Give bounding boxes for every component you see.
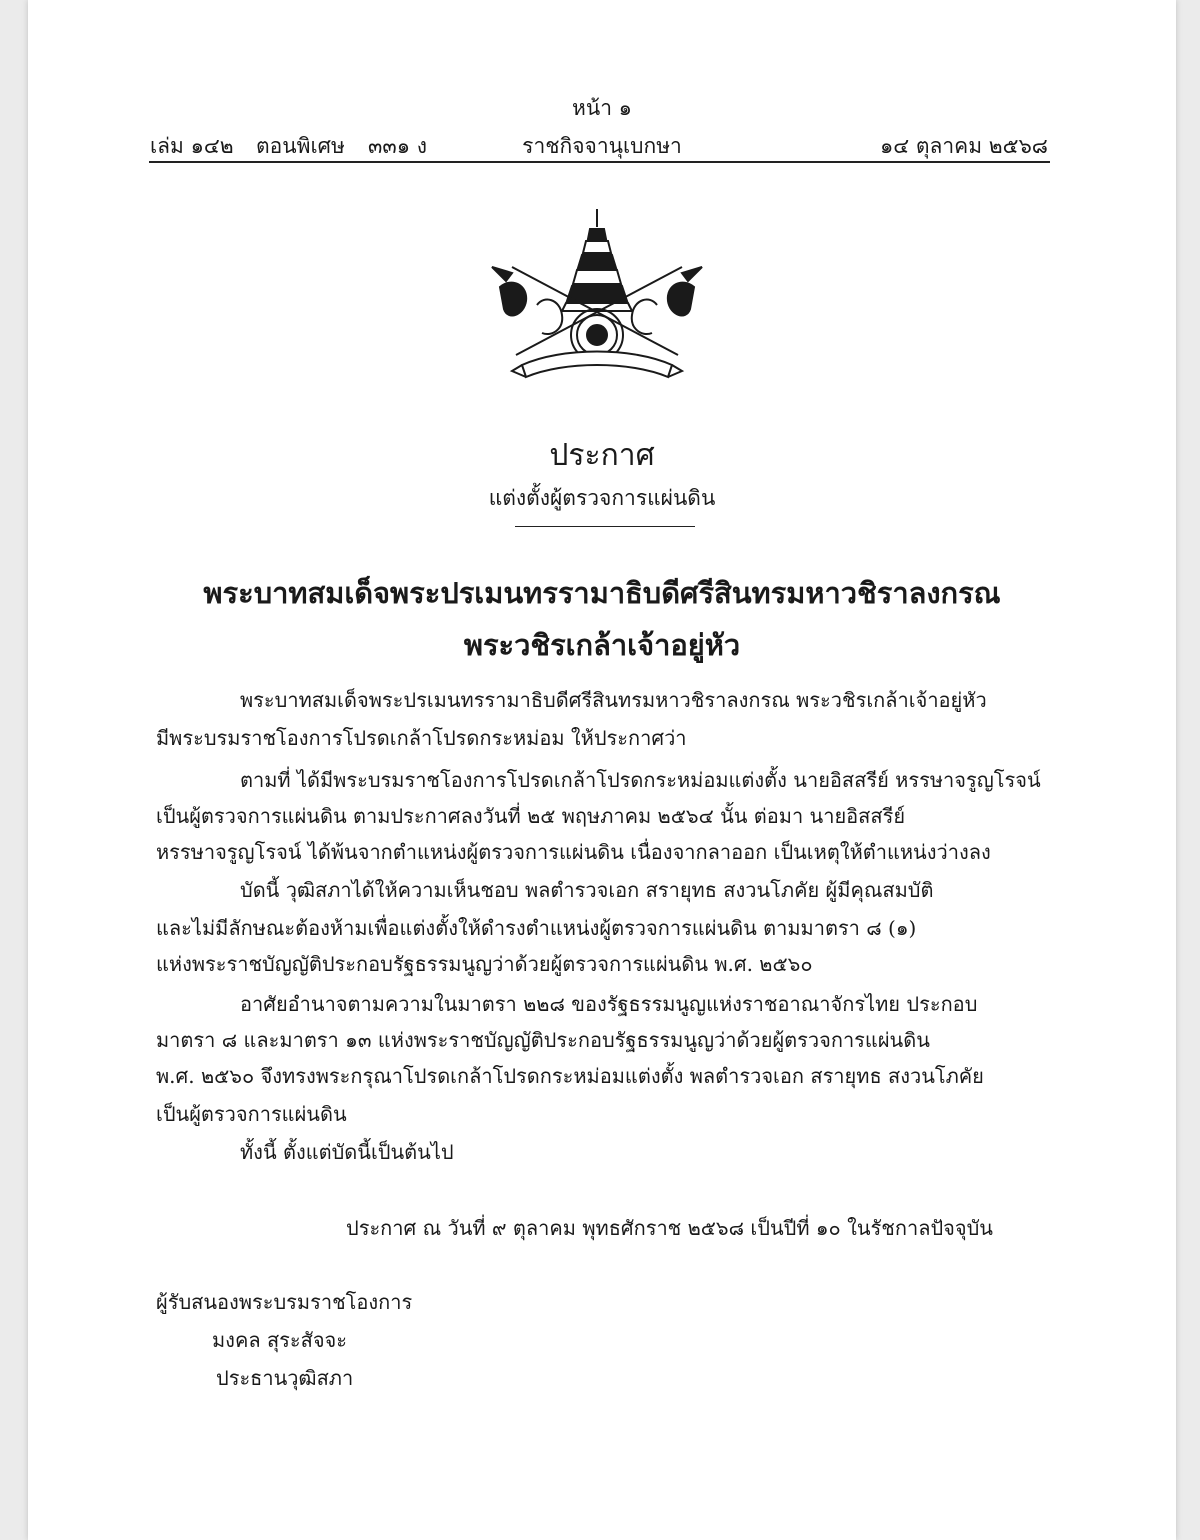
volume-number: เล่ม ๑๔๒ <box>150 134 234 158</box>
signatory-name: มงคล สุระสัจจะ <box>212 1328 348 1352</box>
gazette-page <box>28 0 1176 1540</box>
body-line: มีพระบรมราชโองการโปรดเกล้าโปรดกระหม่อม ให้ประกาศว่า <box>156 726 687 750</box>
header-rule <box>149 161 1050 163</box>
publication-name: ราชกิจจานุเบกษา <box>522 134 682 158</box>
countersign-label: ผู้รับสนองพระบรมราชโองการ <box>156 1290 413 1314</box>
body-line: พ.ศ. ๒๕๖๐ จึงทรงพระกรุณาโปรดเกล้าโปรดกระหม่อมแต่งตั้ง พลตำรวจเอก สรายุทธ สงวนโภคัย <box>156 1064 984 1088</box>
body-line: เป็นผู้ตรวจการแผ่นดิน <box>156 1102 347 1126</box>
body-line: ทั้งนี้ ตั้งแต่บัดนี้เป็นต้นไป <box>240 1140 454 1164</box>
body-line: หรรษาจรูญโรจน์ ได้พ้นจากตำแหน่งผู้ตรวจการแผ่นดิน เนื่องจากลาออก เป็นเหตุให้ตำแหน่งว่างลง <box>156 840 991 864</box>
body-line: เป็นผู้ตรวจการแผ่นดิน ตามประกาศลงวันที่ ๒๕ พฤษภาคม ๒๕๖๔ นั้น ต่อมา นายอิสสรีย์ <box>156 804 906 828</box>
body-line: ตามที่ ได้มีพระบรมราชโองการโปรดเกล้าโปรดกระหม่อมแต่งตั้ง นายอิสสรีย์ หรรษาจรูญโรจน์ <box>240 768 1041 792</box>
royal-seal-icon <box>482 205 712 390</box>
signatory-position: ประธานวุฒิสภา <box>216 1366 354 1390</box>
announcement-title: ประกาศ <box>549 438 655 473</box>
publication-date: ๑๔ ตุลาคม ๒๕๖๘ <box>879 134 1048 158</box>
issue-number: ๓๓๑ ง <box>368 134 427 158</box>
page-number: หน้า ๑ <box>572 96 632 120</box>
king-name-line-1: พระบาทสมเด็จพระปรเมนทรรามาธิบดีศรีสินทรมหาวชิราลงกรณ <box>203 576 1001 610</box>
body-line: อาศัยอำนาจตามความในมาตรา ๒๒๘ ของรัฐธรรมนูญแห่งราชอาณาจักรไทย ประกอบ <box>240 992 978 1016</box>
dateline: ประกาศ ณ วันที่ ๙ ตุลาคม พุทธศักราช ๒๕๖๘ เป็นปีที่ ๑๐ ในรัชกาลปัจจุบัน <box>346 1216 993 1240</box>
body-line: มาตรา ๘ และมาตรา ๑๓ แห่งพระราชบัญญัติประกอบรัฐธรรมนูญว่าด้วยผู้ตรวจการแผ่นดิน <box>156 1028 930 1052</box>
body-line: พระบาทสมเด็จพระปรเมนทรรามาธิบดีศรีสินทรมหาวชิราลงกรณ พระวชิรเกล้าเจ้าอยู่หัว <box>240 688 987 712</box>
body-line: และไม่มีลักษณะต้องห้ามเพื่อแต่งตั้งให้ดำรงตำแหน่งผู้ตรวจการแผ่นดิน ตามมาตรา ๘ (๑) <box>156 916 917 940</box>
announcement-subtitle: แต่งตั้งผู้ตรวจการแผ่นดิน <box>488 486 716 510</box>
issue-type: ตอนพิเศษ <box>256 134 345 158</box>
title-rule <box>515 526 695 527</box>
king-name-line-2: พระวชิรเกล้าเจ้าอยู่หัว <box>463 628 741 662</box>
body-line: บัดนี้ วุฒิสภาได้ให้ความเห็นชอบ พลตำรวจเอก สรายุทธ สงวนโภคัย ผู้มีคุณสมบัติ <box>240 878 934 902</box>
body-line: แห่งพระราชบัญญัติประกอบรัฐธรรมนูญว่าด้วยผู้ตรวจการแผ่นดิน พ.ศ. ๒๕๖๐ <box>156 952 813 976</box>
